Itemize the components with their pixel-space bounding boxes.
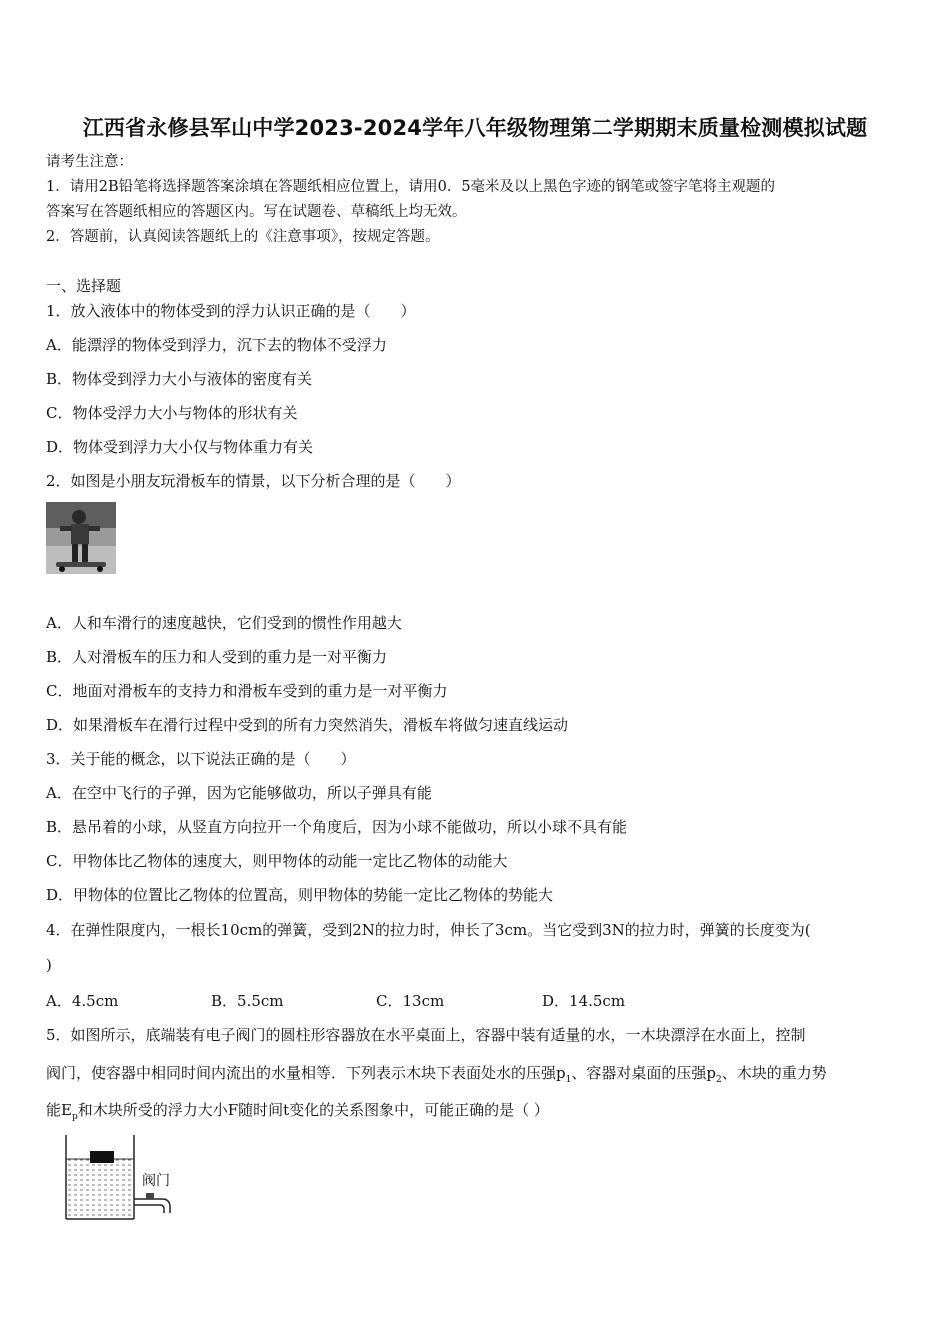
q5-stem-line3: 能$E_p$和木块所受的浮力大小F随时间t变化的关系图象中，可能正确的是（ ） <box>46 1101 549 1122</box>
q5-stem-line2: 阀门，使容器中相同时间内流出的水量相等．下列表示木块下表面处水的压强$p_1$、容器对桌面的压强$p_2$、木块的重力势 <box>46 1064 827 1085</box>
page-title: 江西省永修县军山中学2023-2024学年八年级物理第二学期期末质量检测模拟试题 <box>82 116 868 140</box>
q1-option-d: D．物体受到浮力大小仅与物体重力有关 <box>46 438 314 456</box>
q3-option-a: A．在空中飞行的子弹，因为它能够做功，所以子弹具有能 <box>46 784 432 802</box>
notice-heading: 请考生注意： <box>46 154 133 170</box>
notice-item-1a: 1．请用2B铅笔将选择题答案涂填在答题纸相应位置上，请用0．5毫米及以上黑色字迹的钢笔或签字笔将主观题的 <box>46 179 776 195</box>
section-heading: 一、选择题 <box>46 277 122 295</box>
valve-label: 阀门 <box>142 1173 170 1189</box>
q1-option-a: A．能漂浮的物体受到浮力，沉下去的物体不受浮力 <box>46 336 387 354</box>
q4-stem-line1: 4．在弹性限度内，一根长10cm的弹簧，受到2N的拉力时，伸长了3cm。当它受到3N的拉力时，弹簧的长度变为( <box>46 921 811 939</box>
skateboard-photo <box>46 502 116 574</box>
q4-stem-line2: ) <box>46 956 52 974</box>
q4-option-d: D．14.5cm <box>542 992 626 1010</box>
notice-item-2: 2．答题前，认真阅读答题纸上的《注意事项》，按规定答题。 <box>46 229 440 245</box>
q4-option-c: C．13cm <box>376 992 445 1010</box>
q2-option-b: B．人对滑板车的压力和人受到的重力是一对平衡力 <box>46 648 388 666</box>
q1-option-c: C．物体受浮力大小与物体的形状有关 <box>46 404 298 422</box>
q3-stem: 3．关于能的概念，以下说法正确的是（ ） <box>46 750 356 768</box>
q2-option-d: D．如果滑板车在滑行过程中受到的所有力突然消失，滑板车将做匀速直线运动 <box>46 716 569 734</box>
q2-option-c: C．地面对滑板车的支持力和滑板车受到的重力是一对平衡力 <box>46 682 448 700</box>
q1-option-b: B．物体受到浮力大小与液体的密度有关 <box>46 370 313 388</box>
q4-option-b: B．5.5cm <box>211 992 284 1010</box>
q3-option-c: C．甲物体比乙物体的速度大，则甲物体的动能一定比乙物体的动能大 <box>46 852 508 870</box>
q2-option-a: A．人和车滑行的速度越快，它们受到的惯性作用越大 <box>46 614 402 632</box>
q5-stem-line1: 5．如图所示，底端装有电子阀门的圆柱形容器放在水平桌面上，容器中装有适量的水，一木块漂浮在水面上，控制 <box>46 1026 806 1044</box>
q2-stem: 2．如图是小朋友玩滑板车的情景，以下分析合理的是（ ） <box>46 472 461 490</box>
q3-option-d: D．甲物体的位置比乙物体的位置高，则甲物体的势能一定比乙物体的势能大 <box>46 886 554 904</box>
notice-item-1b: 答案写在答题纸相应的答题区内。写在试题卷、草稿纸上均无效。 <box>46 204 467 220</box>
q4-option-a: A．4.5cm <box>46 992 119 1010</box>
container-valve-diagram <box>62 1133 182 1223</box>
q3-option-b: B．悬吊着的小球，从竖直方向拉开一个角度后，因为小球不能做功，所以小球不具有能 <box>46 818 628 836</box>
q1-stem: 1．放入液体中的物体受到的浮力认识正确的是（ ） <box>46 302 416 320</box>
